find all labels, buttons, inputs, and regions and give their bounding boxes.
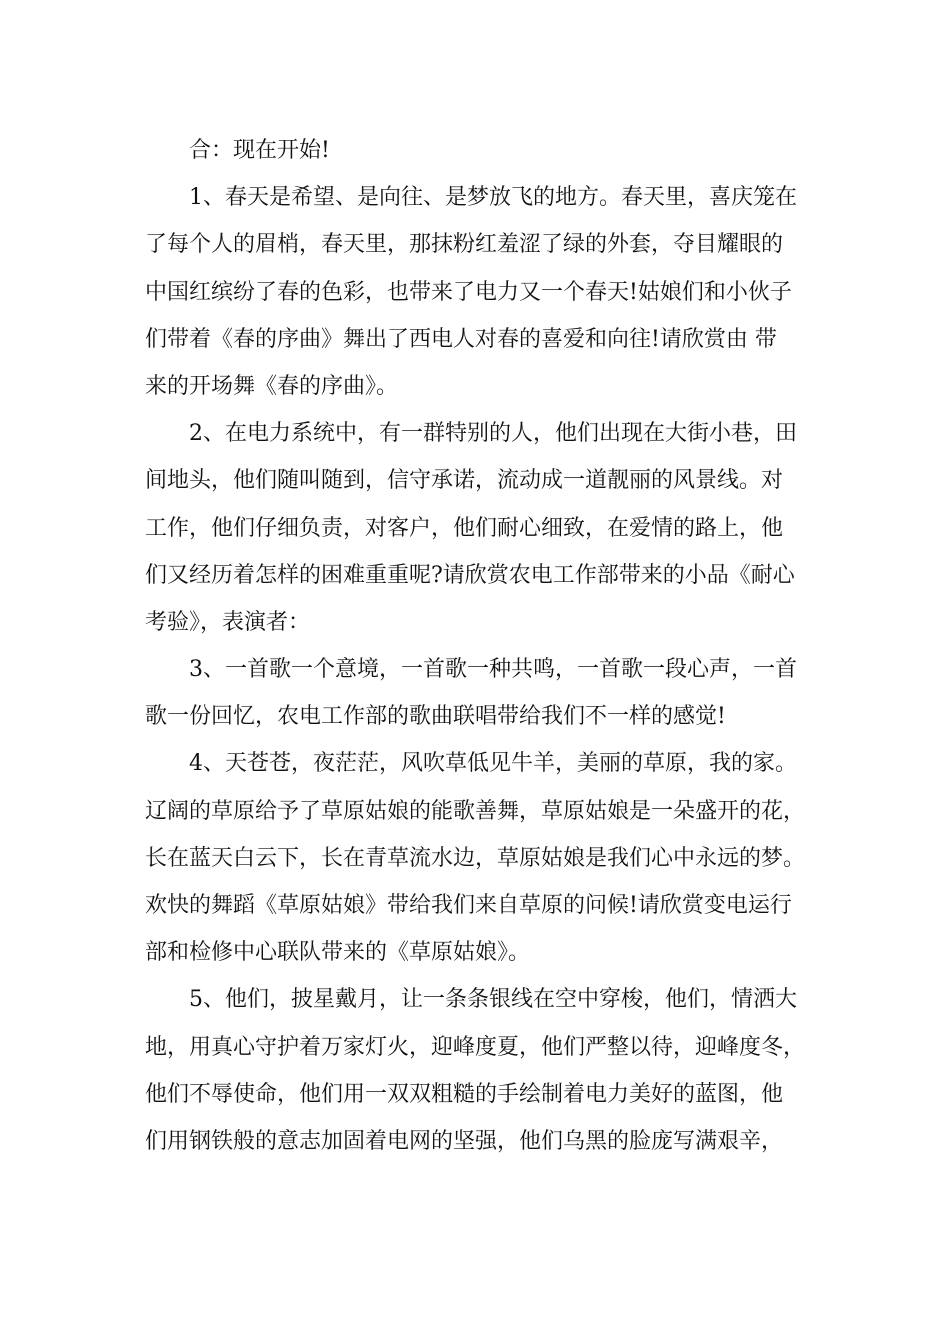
document-body xyxy=(145,131,821,1169)
paragraph xyxy=(145,131,821,172)
paragraph xyxy=(145,414,821,643)
text-line: 间地头，他们随叫随到，信守承诺，流动成一道靓丽的风景线。对 xyxy=(145,468,784,494)
text-line: 欢快的舞蹈《草原姑娘》带给我们来自草原的问候!请欣赏变电运行 xyxy=(145,893,792,918)
paragraph xyxy=(145,980,821,1162)
text-line: 5、他们，披星戴月，让一条条银线在空中穿梭，他们，情洒大 xyxy=(189,987,797,1013)
text-line: 1、春天是希望、是向往、是梦放飞的地方。春天里，喜庆笼在 xyxy=(189,185,797,211)
text-line: 来的开场舞《春的序曲》。 xyxy=(145,373,399,399)
text-line: 歌一份回忆，农电工作部的歌曲联唱带给我们不一样的感觉! xyxy=(145,704,726,730)
text-line: 地，用真心守护着万家灯火，迎峰度夏，他们严整以待，迎峰度冬， xyxy=(145,1034,806,1060)
text-line: 辽阔的草原给予了草原姑娘的能歌善舞，草原姑娘是一朵盛开的花， xyxy=(145,798,806,824)
paragraph xyxy=(145,178,821,407)
text-line: 中国红缤纷了春的色彩，也带来了电力又一个春天!姑娘们和小伙子 xyxy=(145,279,792,305)
text-line: 合：现在开始! xyxy=(189,138,330,163)
text-line: 3、一首歌一个意境，一首歌一种共鸣，一首歌一段心声，一首 xyxy=(189,657,797,683)
text-line: 们又经历着怎样的困难重重呢?请欣赏农电工作部带来的小品《耐心 xyxy=(145,562,795,588)
paragraph xyxy=(145,650,821,738)
text-line: 们用钢铁般的意志加固着电网的坚强，他们乌黑的脸庞写满艰辛， xyxy=(145,1128,784,1154)
text-line: 4、天苍苍，夜茫茫，风吹草低见牛羊，美丽的草原，我的家。 xyxy=(189,751,797,777)
text-line: 长在蓝天白云下，长在青草流水边，草原姑娘是我们心中永远的梦。 xyxy=(145,845,806,871)
text-line: 们带着《春的序曲》舞出了西电人对春的喜爱和向往!请欣赏由 带 xyxy=(145,326,777,352)
text-line: 2、在电力系统中，有一群特别的人，他们出现在大街小巷，田 xyxy=(189,421,797,447)
text-line: 他们不辱使命，他们用一双双粗糙的手绘制着电力美好的蓝图，他 xyxy=(145,1081,784,1107)
text-line: 了每个人的眉梢，春天里，那抹粉红羞涩了绿的外套，夺目耀眼的 xyxy=(145,232,784,258)
text-line: 工作，他们仔细负责，对客户，他们耐心细致，在爱情的路上，他 xyxy=(145,515,784,541)
text-line: 考验》，表演者： xyxy=(145,609,311,635)
paragraph xyxy=(145,744,821,973)
text-line: 部和检修中心联队带来的《草原姑娘》。 xyxy=(145,940,531,966)
